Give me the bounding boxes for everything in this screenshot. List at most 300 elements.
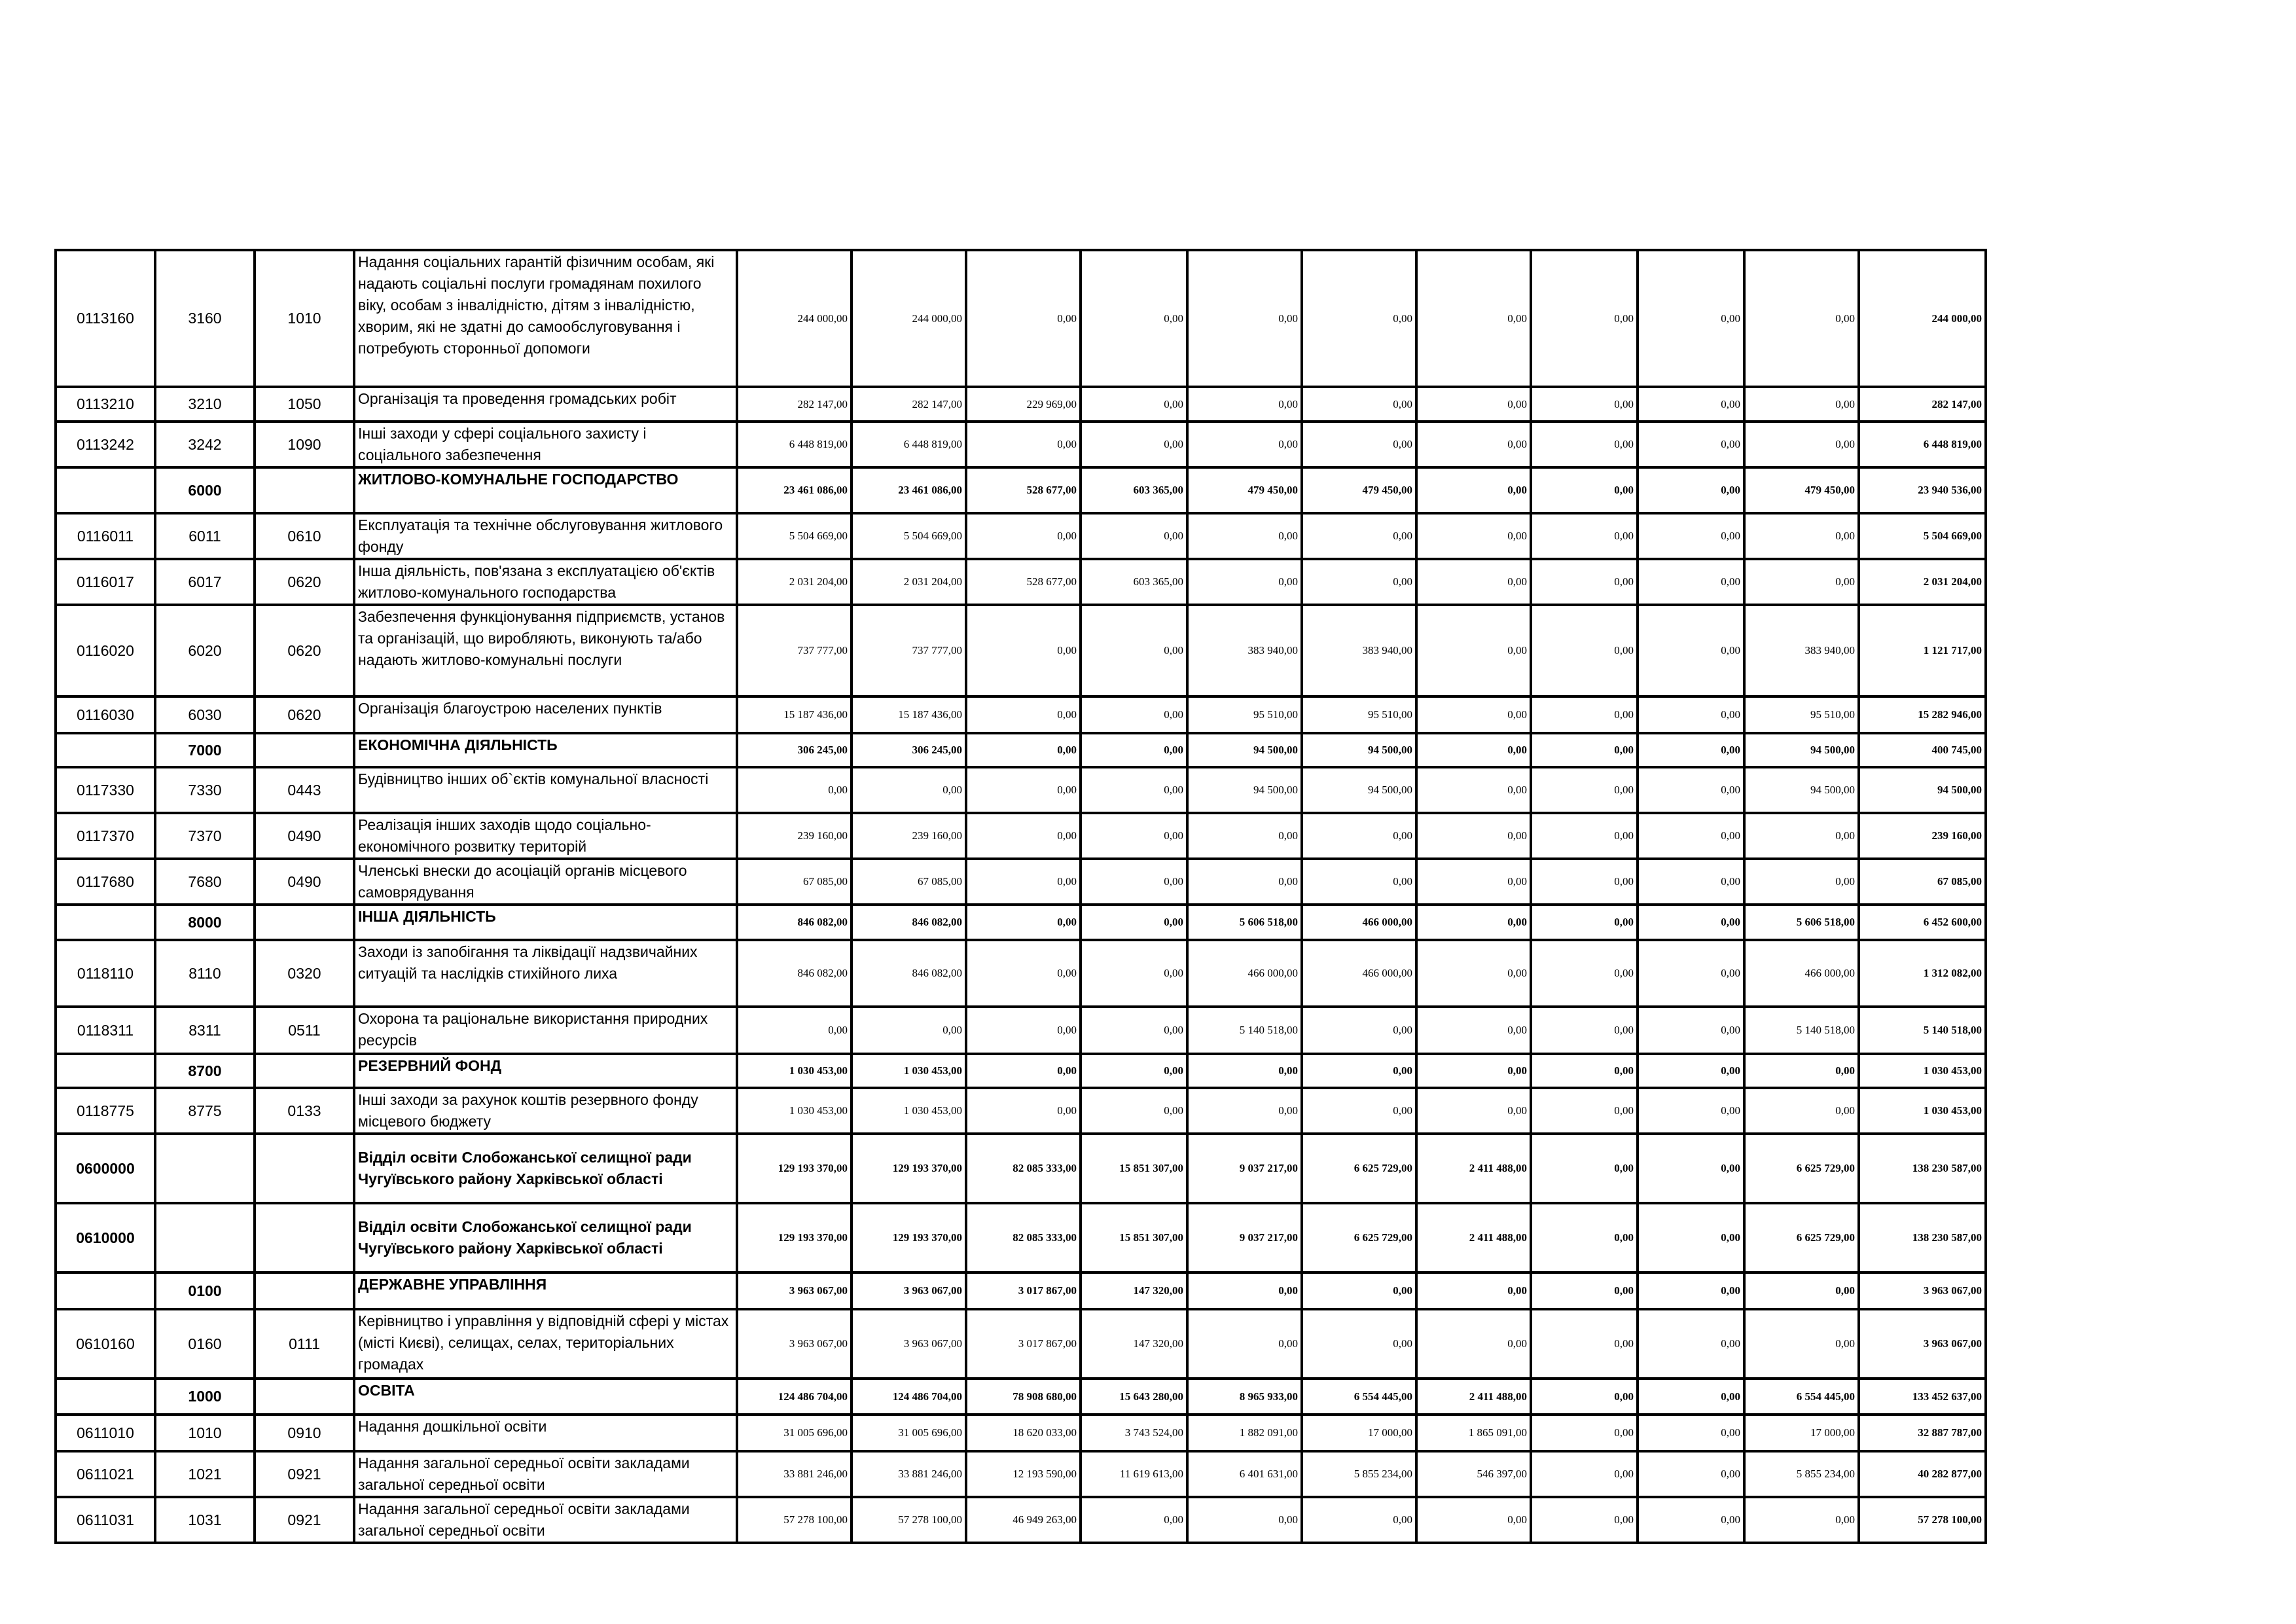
amount-cell: 3 017 867,00 — [966, 1309, 1081, 1379]
amount-cell: 0,00 — [1531, 1309, 1638, 1379]
amount-cell: 46 949 263,00 — [966, 1497, 1081, 1543]
table-row — [56, 1007, 1986, 1054]
amount-cell: 0,00 — [1416, 767, 1531, 813]
amount-cell: 282 147,00 — [737, 387, 852, 422]
amount-cell: 239 160,00 — [852, 813, 966, 859]
table-row — [56, 1203, 1986, 1272]
functional-code-cell — [255, 1054, 354, 1088]
amount-cell: 466 000,00 — [1302, 905, 1416, 940]
amount-cell: 0,00 — [966, 422, 1081, 467]
amount-cell: 0,00 — [1416, 1054, 1531, 1088]
amount-cell: 15 851 307,00 — [1081, 1203, 1187, 1272]
functional-code-cell: 0490 — [255, 813, 354, 859]
amount-cell: 0,00 — [966, 1088, 1081, 1134]
amount-cell: 3 963 067,00 — [737, 1272, 852, 1309]
amount-cell: 0,00 — [1187, 1309, 1302, 1379]
amount-cell: 0,00 — [966, 605, 1081, 696]
amount-cell: 0,00 — [966, 813, 1081, 859]
amount-cell: 546 397,00 — [1416, 1451, 1531, 1497]
table-body — [56, 250, 1986, 1543]
program-name-cell: РЕЗЕРВНИЙ ФОНД — [354, 1054, 737, 1088]
amount-cell: 5 855 234,00 — [1302, 1451, 1416, 1497]
amount-cell: 3 963 067,00 — [1859, 1309, 1986, 1379]
amount-cell: 40 282 877,00 — [1859, 1451, 1986, 1497]
program-code-cell: 0117680 — [56, 859, 155, 905]
amount-cell: 82 085 333,00 — [966, 1134, 1081, 1203]
typical-program-code-cell: 8700 — [155, 1054, 255, 1088]
amount-cell: 0,00 — [1531, 1134, 1638, 1203]
amount-cell: 1 030 453,00 — [737, 1054, 852, 1088]
amount-cell: 466 000,00 — [1302, 940, 1416, 1007]
amount-cell: 0,00 — [1416, 1309, 1531, 1379]
amount-cell: 1 030 453,00 — [852, 1054, 966, 1088]
amount-cell: 94 500,00 — [1187, 767, 1302, 813]
amount-cell: 0,00 — [1531, 1379, 1638, 1415]
amount-cell: 0,00 — [1744, 387, 1859, 422]
typical-program-code-cell: 7330 — [155, 767, 255, 813]
amount-cell: 846 082,00 — [737, 940, 852, 1007]
amount-cell: 1 121 717,00 — [1859, 605, 1986, 696]
amount-cell: 33 881 246,00 — [737, 1451, 852, 1497]
amount-cell: 0,00 — [1531, 605, 1638, 696]
table-row — [56, 1379, 1986, 1415]
table-row — [56, 733, 1986, 767]
amount-cell: 0,00 — [1081, 905, 1187, 940]
table-row — [56, 1451, 1986, 1497]
amount-cell: 0,00 — [1744, 1054, 1859, 1088]
amount-cell: 2 411 488,00 — [1416, 1134, 1531, 1203]
typical-program-code-cell: 1031 — [155, 1497, 255, 1543]
amount-cell: 6 448 819,00 — [852, 422, 966, 467]
amount-cell: 94 500,00 — [1744, 767, 1859, 813]
amount-cell: 0,00 — [1638, 1007, 1744, 1054]
amount-cell: 15 187 436,00 — [852, 696, 966, 733]
program-name-cell: Заходи із запобігання та ліквідації надзвичайних ситуацій та наслідків стихійного лиха — [354, 940, 737, 1007]
amount-cell: 6 554 445,00 — [1302, 1379, 1416, 1415]
amount-cell: 94 500,00 — [1187, 733, 1302, 767]
amount-cell: 0,00 — [1187, 1497, 1302, 1543]
amount-cell: 5 140 518,00 — [1187, 1007, 1302, 1054]
table-row — [56, 387, 1986, 422]
amount-cell: 603 365,00 — [1081, 559, 1187, 605]
amount-cell: 0,00 — [1531, 1497, 1638, 1543]
amount-cell: 0,00 — [1531, 250, 1638, 387]
program-name-cell: Керівництво і управління у відповідній сфері у містах (місті Києві), селищах, селах, територіальних громадах — [354, 1309, 737, 1379]
program-name-cell: Інша діяльність, пов'язана з експлуатацією об'єктів житлово-комунального господарства — [354, 559, 737, 605]
amount-cell: 147 320,00 — [1081, 1309, 1187, 1379]
amount-cell: 244 000,00 — [852, 250, 966, 387]
amount-cell: 0,00 — [1638, 905, 1744, 940]
amount-cell: 0,00 — [1638, 467, 1744, 513]
amount-cell: 0,00 — [1302, 1497, 1416, 1543]
typical-program-code-cell: 6017 — [155, 559, 255, 605]
program-name-cell: ДЕРЖАВНЕ УПРАВЛІННЯ — [354, 1272, 737, 1309]
program-name-cell: Членські внески до асоціацій органів місцевого самоврядування — [354, 859, 737, 905]
table-row — [56, 1088, 1986, 1134]
amount-cell: 0,00 — [1744, 559, 1859, 605]
functional-code-cell: 1090 — [255, 422, 354, 467]
amount-cell: 0,00 — [1416, 422, 1531, 467]
amount-cell: 0,00 — [966, 513, 1081, 559]
typical-program-code-cell: 6030 — [155, 696, 255, 733]
typical-program-code-cell: 6011 — [155, 513, 255, 559]
amount-cell: 0,00 — [1531, 905, 1638, 940]
amount-cell: 67 085,00 — [737, 859, 852, 905]
functional-code-cell: 1010 — [255, 250, 354, 387]
amount-cell: 3 963 067,00 — [852, 1272, 966, 1309]
amount-cell: 5 140 518,00 — [1744, 1007, 1859, 1054]
amount-cell: 0,00 — [1531, 387, 1638, 422]
amount-cell: 244 000,00 — [1859, 250, 1986, 387]
functional-code-cell: 0620 — [255, 696, 354, 733]
amount-cell: 133 452 637,00 — [1859, 1379, 1986, 1415]
amount-cell: 95 510,00 — [1187, 696, 1302, 733]
program-code-cell — [56, 1379, 155, 1415]
amount-cell: 383 940,00 — [1187, 605, 1302, 696]
program-name-cell: ОСВІТА — [354, 1379, 737, 1415]
amount-cell: 0,00 — [966, 1007, 1081, 1054]
amount-cell: 3 963 067,00 — [852, 1309, 966, 1379]
amount-cell: 129 193 370,00 — [852, 1134, 966, 1203]
amount-cell: 0,00 — [1531, 859, 1638, 905]
amount-cell: 0,00 — [1081, 733, 1187, 767]
amount-cell: 6 448 819,00 — [737, 422, 852, 467]
amount-cell: 0,00 — [1187, 859, 1302, 905]
amount-cell: 528 677,00 — [966, 559, 1081, 605]
amount-cell: 0,00 — [1638, 1272, 1744, 1309]
amount-cell: 0,00 — [1638, 1203, 1744, 1272]
budget-table — [54, 249, 1987, 1544]
amount-cell: 5 504 669,00 — [852, 513, 966, 559]
amount-cell: 0,00 — [1638, 813, 1744, 859]
program-name-cell: Охорона та раціональне використання природних ресурсів — [354, 1007, 737, 1054]
amount-cell: 0,00 — [1302, 387, 1416, 422]
amount-cell: 0,00 — [1081, 1088, 1187, 1134]
amount-cell: 0,00 — [1638, 387, 1744, 422]
program-code-cell: 0610000 — [56, 1203, 155, 1272]
amount-cell: 0,00 — [1081, 1054, 1187, 1088]
amount-cell: 0,00 — [1302, 1088, 1416, 1134]
amount-cell: 0,00 — [1531, 1088, 1638, 1134]
amount-cell: 95 510,00 — [1744, 696, 1859, 733]
amount-cell: 0,00 — [1187, 1054, 1302, 1088]
table-row — [56, 696, 1986, 733]
amount-cell: 0,00 — [1081, 605, 1187, 696]
amount-cell: 6 625 729,00 — [1744, 1203, 1859, 1272]
amount-cell: 0,00 — [1302, 1054, 1416, 1088]
amount-cell: 0,00 — [966, 767, 1081, 813]
typical-program-code-cell: 8000 — [155, 905, 255, 940]
amount-cell: 1 030 453,00 — [737, 1088, 852, 1134]
amount-cell: 244 000,00 — [737, 250, 852, 387]
program-code-cell: 0113242 — [56, 422, 155, 467]
program-code-cell — [56, 1272, 155, 1309]
amount-cell: 0,00 — [1187, 813, 1302, 859]
amount-cell: 239 160,00 — [1859, 813, 1986, 859]
amount-cell: 0,00 — [966, 733, 1081, 767]
table-row — [56, 767, 1986, 813]
amount-cell: 3 017 867,00 — [966, 1272, 1081, 1309]
typical-program-code-cell: 3160 — [155, 250, 255, 387]
table-row — [56, 467, 1986, 513]
amount-cell: 479 450,00 — [1187, 467, 1302, 513]
functional-code-cell: 0320 — [255, 940, 354, 1007]
amount-cell: 0,00 — [1187, 1088, 1302, 1134]
amount-cell: 2 411 488,00 — [1416, 1203, 1531, 1272]
amount-cell: 0,00 — [1638, 1379, 1744, 1415]
amount-cell: 282 147,00 — [852, 387, 966, 422]
typical-program-code-cell: 0160 — [155, 1309, 255, 1379]
amount-cell: 0,00 — [1531, 813, 1638, 859]
amount-cell: 0,00 — [1416, 559, 1531, 605]
amount-cell: 0,00 — [1531, 1007, 1638, 1054]
typical-program-code-cell: 1000 — [155, 1379, 255, 1415]
amount-cell: 383 940,00 — [1744, 605, 1859, 696]
program-name-cell: Надання загальної середньої освіти закладами загальної середньої освіти — [354, 1497, 737, 1543]
amount-cell: 94 500,00 — [1744, 733, 1859, 767]
amount-cell: 0,00 — [1302, 1309, 1416, 1379]
amount-cell: 0,00 — [1302, 250, 1416, 387]
amount-cell: 0,00 — [1744, 859, 1859, 905]
amount-cell: 5 504 669,00 — [1859, 513, 1986, 559]
amount-cell: 32 887 787,00 — [1859, 1415, 1986, 1451]
amount-cell: 0,00 — [1531, 1272, 1638, 1309]
amount-cell: 138 230 587,00 — [1859, 1134, 1986, 1203]
program-code-cell: 0117330 — [56, 767, 155, 813]
amount-cell: 0,00 — [1531, 513, 1638, 559]
amount-cell: 0,00 — [1638, 250, 1744, 387]
amount-cell: 23 940 536,00 — [1859, 467, 1986, 513]
amount-cell: 0,00 — [966, 859, 1081, 905]
amount-cell: 528 677,00 — [966, 467, 1081, 513]
amount-cell: 0,00 — [966, 940, 1081, 1007]
amount-cell: 0,00 — [737, 1007, 852, 1054]
amount-cell: 0,00 — [1416, 733, 1531, 767]
program-name-cell: Організація та проведення громадських робіт — [354, 387, 737, 422]
amount-cell: 0,00 — [1638, 1415, 1744, 1451]
amount-cell: 0,00 — [1416, 605, 1531, 696]
amount-cell: 0,00 — [1416, 905, 1531, 940]
typical-program-code-cell: 8775 — [155, 1088, 255, 1134]
amount-cell: 0,00 — [1638, 1497, 1744, 1543]
amount-cell: 0,00 — [1302, 513, 1416, 559]
amount-cell: 3 963 067,00 — [737, 1309, 852, 1379]
typical-program-code-cell: 8311 — [155, 1007, 255, 1054]
amount-cell: 846 082,00 — [737, 905, 852, 940]
amount-cell: 0,00 — [1531, 559, 1638, 605]
amount-cell: 17 000,00 — [1744, 1415, 1859, 1451]
table-row — [56, 605, 1986, 696]
program-name-cell: Відділ освіти Слобожанської селищної ради Чугуївського району Харківської області — [354, 1203, 737, 1272]
amount-cell: 57 278 100,00 — [737, 1497, 852, 1543]
program-name-cell: Інші заходи у сфері соціального захисту і соціального забезпечення — [354, 422, 737, 467]
typical-program-code-cell — [155, 1134, 255, 1203]
functional-code-cell: 0133 — [255, 1088, 354, 1134]
table-row — [56, 813, 1986, 859]
functional-code-cell — [255, 1134, 354, 1203]
amount-cell: 479 450,00 — [1744, 467, 1859, 513]
amount-cell: 0,00 — [1081, 940, 1187, 1007]
amount-cell: 0,00 — [1744, 513, 1859, 559]
amount-cell: 306 245,00 — [852, 733, 966, 767]
program-code-cell — [56, 905, 155, 940]
amount-cell: 23 461 086,00 — [737, 467, 852, 513]
amount-cell: 306 245,00 — [737, 733, 852, 767]
table-row — [56, 905, 1986, 940]
amount-cell: 0,00 — [1638, 605, 1744, 696]
functional-code-cell — [255, 733, 354, 767]
table-row — [56, 513, 1986, 559]
amount-cell: 0,00 — [1416, 859, 1531, 905]
amount-cell: 1 882 091,00 — [1187, 1415, 1302, 1451]
amount-cell: 0,00 — [1638, 1088, 1744, 1134]
amount-cell: 400 745,00 — [1859, 733, 1986, 767]
functional-code-cell — [255, 1203, 354, 1272]
program-name-cell: Організація благоустрою населених пунктів — [354, 696, 737, 733]
table-row — [56, 1415, 1986, 1451]
amount-cell: 94 500,00 — [1302, 733, 1416, 767]
amount-cell: 0,00 — [1416, 1272, 1531, 1309]
functional-code-cell: 0443 — [255, 767, 354, 813]
program-name-cell: Відділ освіти Слобожанської селищної ради Чугуївського району Харківської області — [354, 1134, 737, 1203]
amount-cell: 0,00 — [1744, 422, 1859, 467]
table-row — [56, 1272, 1986, 1309]
amount-cell: 0,00 — [1531, 422, 1638, 467]
amount-cell: 0,00 — [1638, 422, 1744, 467]
amount-cell: 5 140 518,00 — [1859, 1007, 1986, 1054]
program-name-cell: Забезпечення функціонування підприємств, установ та організацій, що виробляють, виконують та/або надають житлово-комунальні послуги — [354, 605, 737, 696]
amount-cell: 5 504 669,00 — [737, 513, 852, 559]
program-name-cell: Надання соціальних гарантій фізичним особам, які надають соціальні послуги громадянам похилого віку, особам з інвалідністю, дітям з інвалідністю, хворим, які не здатні до самообслуговування і потребують сторонньої допомоги — [354, 250, 737, 387]
amount-cell: 1 865 091,00 — [1416, 1415, 1531, 1451]
amount-cell: 0,00 — [1081, 387, 1187, 422]
amount-cell: 9 037 217,00 — [1187, 1134, 1302, 1203]
program-code-cell: 0113160 — [56, 250, 155, 387]
amount-cell: 2 411 488,00 — [1416, 1379, 1531, 1415]
amount-cell: 1 312 082,00 — [1859, 940, 1986, 1007]
amount-cell: 0,00 — [1081, 767, 1187, 813]
amount-cell: 15 643 280,00 — [1081, 1379, 1187, 1415]
amount-cell: 15 187 436,00 — [737, 696, 852, 733]
amount-cell: 3 743 524,00 — [1081, 1415, 1187, 1451]
amount-cell: 0,00 — [1531, 940, 1638, 1007]
program-code-cell: 0118110 — [56, 940, 155, 1007]
amount-cell: 229 969,00 — [966, 387, 1081, 422]
amount-cell: 0,00 — [1638, 559, 1744, 605]
functional-code-cell: 0921 — [255, 1451, 354, 1497]
amount-cell: 0,00 — [1416, 1088, 1531, 1134]
amount-cell: 94 500,00 — [1302, 767, 1416, 813]
amount-cell: 0,00 — [1531, 1415, 1638, 1451]
amount-cell: 0,00 — [1531, 733, 1638, 767]
amount-cell: 11 619 613,00 — [1081, 1451, 1187, 1497]
amount-cell: 383 940,00 — [1302, 605, 1416, 696]
amount-cell: 94 500,00 — [1859, 767, 1986, 813]
functional-code-cell: 0610 — [255, 513, 354, 559]
program-code-cell: 0116020 — [56, 605, 155, 696]
program-name-cell: Будівництво інших об`єктів комунальної власності — [354, 767, 737, 813]
amount-cell: 0,00 — [1416, 513, 1531, 559]
program-code-cell — [56, 1054, 155, 1088]
program-code-cell: 0611031 — [56, 1497, 155, 1543]
amount-cell: 0,00 — [1416, 813, 1531, 859]
amount-cell: 8 965 933,00 — [1187, 1379, 1302, 1415]
functional-code-cell — [255, 467, 354, 513]
amount-cell: 466 000,00 — [1187, 940, 1302, 1007]
amount-cell: 0,00 — [1744, 1088, 1859, 1134]
functional-code-cell: 1050 — [255, 387, 354, 422]
amount-cell: 0,00 — [852, 767, 966, 813]
amount-cell: 0,00 — [966, 1054, 1081, 1088]
amount-cell: 0,00 — [1744, 1309, 1859, 1379]
amount-cell: 0,00 — [1531, 467, 1638, 513]
program-code-cell: 0116017 — [56, 559, 155, 605]
typical-program-code-cell: 8110 — [155, 940, 255, 1007]
program-code-cell: 0611021 — [56, 1451, 155, 1497]
amount-cell: 0,00 — [1744, 813, 1859, 859]
functional-code-cell: 0620 — [255, 559, 354, 605]
amount-cell: 737 777,00 — [737, 605, 852, 696]
amount-cell: 0,00 — [852, 1007, 966, 1054]
amount-cell: 0,00 — [1302, 559, 1416, 605]
table-row — [56, 940, 1986, 1007]
amount-cell: 138 230 587,00 — [1859, 1203, 1986, 1272]
amount-cell: 737 777,00 — [852, 605, 966, 696]
amount-cell: 124 486 704,00 — [737, 1379, 852, 1415]
table-row — [56, 1054, 1986, 1088]
program-name-cell: Надання загальної середньої освіти закладами загальної середньої освіти — [354, 1451, 737, 1497]
amount-cell: 0,00 — [1081, 696, 1187, 733]
amount-cell: 0,00 — [1638, 940, 1744, 1007]
amount-cell: 0,00 — [1531, 1203, 1638, 1272]
amount-cell: 0,00 — [1081, 859, 1187, 905]
amount-cell: 0,00 — [1416, 696, 1531, 733]
program-name-cell: Експлуатація та технічне обслуговування житлового фонду — [354, 513, 737, 559]
program-code-cell: 0118775 — [56, 1088, 155, 1134]
functional-code-cell — [255, 1272, 354, 1309]
typical-program-code-cell: 0100 — [155, 1272, 255, 1309]
functional-code-cell: 0511 — [255, 1007, 354, 1054]
amount-cell: 5 606 518,00 — [1187, 905, 1302, 940]
amount-cell: 18 620 033,00 — [966, 1415, 1081, 1451]
amount-cell: 0,00 — [1638, 696, 1744, 733]
table-row — [56, 422, 1986, 467]
amount-cell: 31 005 696,00 — [852, 1415, 966, 1451]
amount-cell: 0,00 — [1187, 513, 1302, 559]
amount-cell: 5 855 234,00 — [1744, 1451, 1859, 1497]
program-code-cell — [56, 733, 155, 767]
amount-cell: 0,00 — [1531, 1054, 1638, 1088]
amount-cell: 0,00 — [1531, 696, 1638, 733]
functional-code-cell: 0490 — [255, 859, 354, 905]
amount-cell: 0,00 — [1638, 733, 1744, 767]
amount-cell: 239 160,00 — [737, 813, 852, 859]
typical-program-code-cell: 3242 — [155, 422, 255, 467]
amount-cell: 479 450,00 — [1302, 467, 1416, 513]
program-code-cell: 0117370 — [56, 813, 155, 859]
amount-cell: 12 193 590,00 — [966, 1451, 1081, 1497]
amount-cell: 31 005 696,00 — [737, 1415, 852, 1451]
amount-cell: 129 193 370,00 — [852, 1203, 966, 1272]
amount-cell: 1 030 453,00 — [1859, 1054, 1986, 1088]
amount-cell: 17 000,00 — [1302, 1415, 1416, 1451]
amount-cell: 129 193 370,00 — [737, 1134, 852, 1203]
amount-cell: 15 851 307,00 — [1081, 1134, 1187, 1203]
amount-cell: 0,00 — [1416, 387, 1531, 422]
amount-cell: 0,00 — [1081, 813, 1187, 859]
amount-cell: 846 082,00 — [852, 905, 966, 940]
program-code-cell: 0116011 — [56, 513, 155, 559]
